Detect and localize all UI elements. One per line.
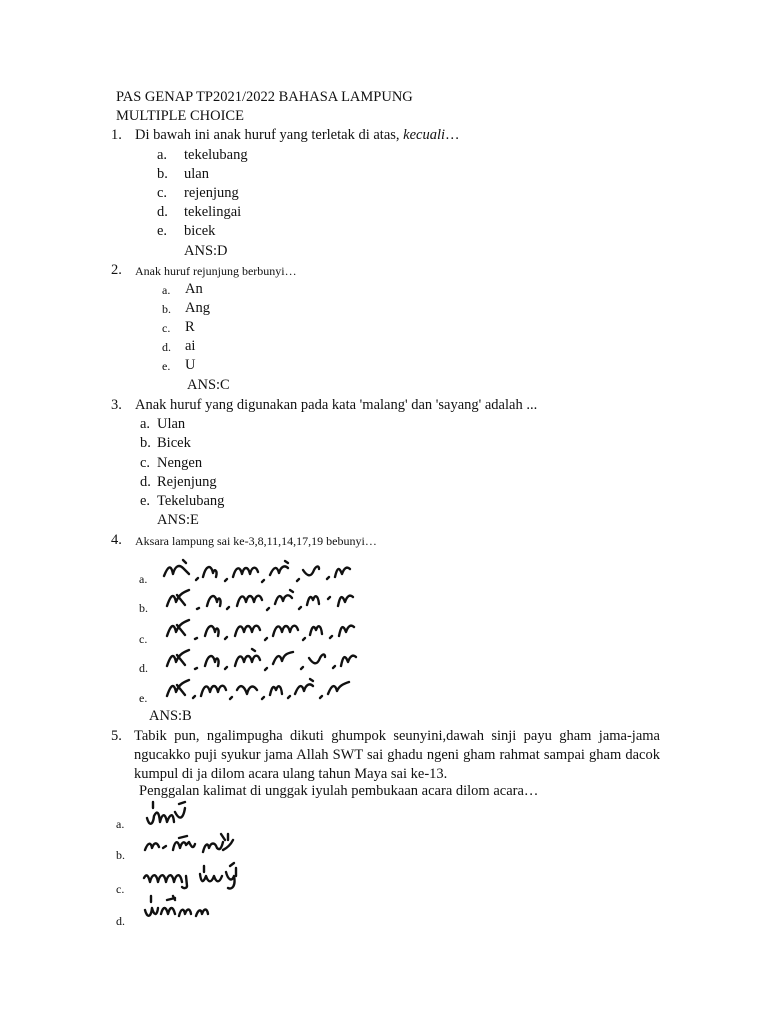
- lampung-script-option-a: [143, 800, 193, 830]
- option-letter: e.: [139, 691, 148, 705]
- option-letter: a.: [162, 283, 171, 297]
- option-letter: c.: [116, 882, 125, 896]
- lampung-script-option-c: [142, 862, 252, 892]
- lampung-script-option-d: [143, 894, 213, 924]
- option-text: ulan: [184, 166, 209, 182]
- option-text: Ang: [185, 300, 210, 316]
- lampung-script-option-b: [165, 584, 365, 614]
- lampung-script-option-b: [143, 830, 243, 860]
- option-text: Rejenjung: [157, 474, 217, 490]
- option-text: bicek: [184, 223, 216, 239]
- option-letter: b.: [116, 848, 125, 862]
- lampung-script-option-e: [165, 674, 360, 704]
- question-text-line: kumpul di ja dilom acara ulang tahun Maya sai ke-13.: [134, 766, 448, 782]
- exam-title: PAS GENAP TP2021/2022 BAHASA LAMPUNG: [116, 89, 413, 105]
- option-text: U: [185, 357, 196, 373]
- option-letter: c.: [139, 632, 148, 646]
- option-letter: d.: [116, 914, 125, 928]
- option-letter: d.: [139, 661, 148, 675]
- option-text: tekelubang: [184, 147, 248, 163]
- option-letter: a.: [116, 817, 125, 831]
- lampung-script-option-d: [165, 644, 365, 674]
- option-letter: e.: [157, 223, 168, 239]
- option-letter: a.: [157, 147, 168, 163]
- option-letter: b.: [139, 601, 148, 615]
- question-text: Anak huruf yang digunakan pada kata 'malang' dan 'sayang' adalah ...: [135, 397, 538, 413]
- exam-subtitle: MULTIPLE CHOICE: [116, 108, 244, 124]
- question-text: Di bawah ini anak huruf yang terletak di atas, kecuali…: [135, 127, 460, 143]
- question-number: 3.: [111, 397, 122, 413]
- question-number: 5.: [111, 728, 122, 744]
- answer-key: ANS:D: [184, 243, 228, 259]
- question-text: Aksara lampung sai ke-3,8,11,14,17,19 bebunyi…: [135, 534, 377, 548]
- option-letter: b.: [162, 302, 171, 316]
- option-text: Bicek: [157, 435, 191, 451]
- option-text: Nengen: [157, 455, 203, 471]
- option-letter: e.: [140, 493, 151, 509]
- option-text: R: [185, 319, 195, 335]
- option-text: rejenjung: [184, 185, 239, 201]
- option-letter: a.: [140, 416, 151, 432]
- answer-key: ANS:E: [157, 512, 199, 528]
- lampung-script-option-c: [165, 614, 365, 644]
- option-text: An: [185, 281, 203, 297]
- question-number: 4.: [111, 532, 122, 548]
- option-letter: b.: [157, 166, 168, 182]
- option-text: Ulan: [157, 416, 186, 432]
- option-letter: d.: [157, 204, 168, 220]
- option-letter: d.: [162, 340, 171, 354]
- question-text-line: Tabik pun, ngalimpugha dikuti ghumpok seunyini,dawah sinji payu gham jama-jama: [134, 728, 660, 744]
- option-letter: c.: [162, 321, 171, 335]
- question-prompt: Penggalan kalimat di unggak iyulah pembukaan acara dilom acara…: [139, 783, 539, 799]
- option-text: tekelingai: [184, 204, 242, 220]
- lampung-script-option-a: [162, 556, 357, 586]
- option-letter: b.: [140, 435, 151, 451]
- question-number: 2.: [111, 262, 122, 278]
- option-letter: c.: [157, 185, 168, 201]
- option-text: Tekelubang: [157, 493, 225, 509]
- question-emphasis: kecuali: [403, 127, 446, 143]
- option-letter: c.: [140, 455, 151, 471]
- answer-key: ANS:C: [187, 377, 230, 393]
- question-text-line: ngucakko puji syukur jama Allah SWT sai ghadu ngeni gham rahmat sampai gham dacok: [134, 747, 660, 763]
- option-letter: d.: [140, 474, 151, 490]
- option-text: ai: [185, 338, 196, 354]
- question-number: 1.: [111, 127, 122, 143]
- answer-key: ANS:B: [149, 708, 192, 724]
- option-letter: a.: [139, 572, 148, 586]
- option-letter: e.: [162, 359, 171, 373]
- question-text: Anak huruf rejunjung berbunyi…: [135, 264, 297, 278]
